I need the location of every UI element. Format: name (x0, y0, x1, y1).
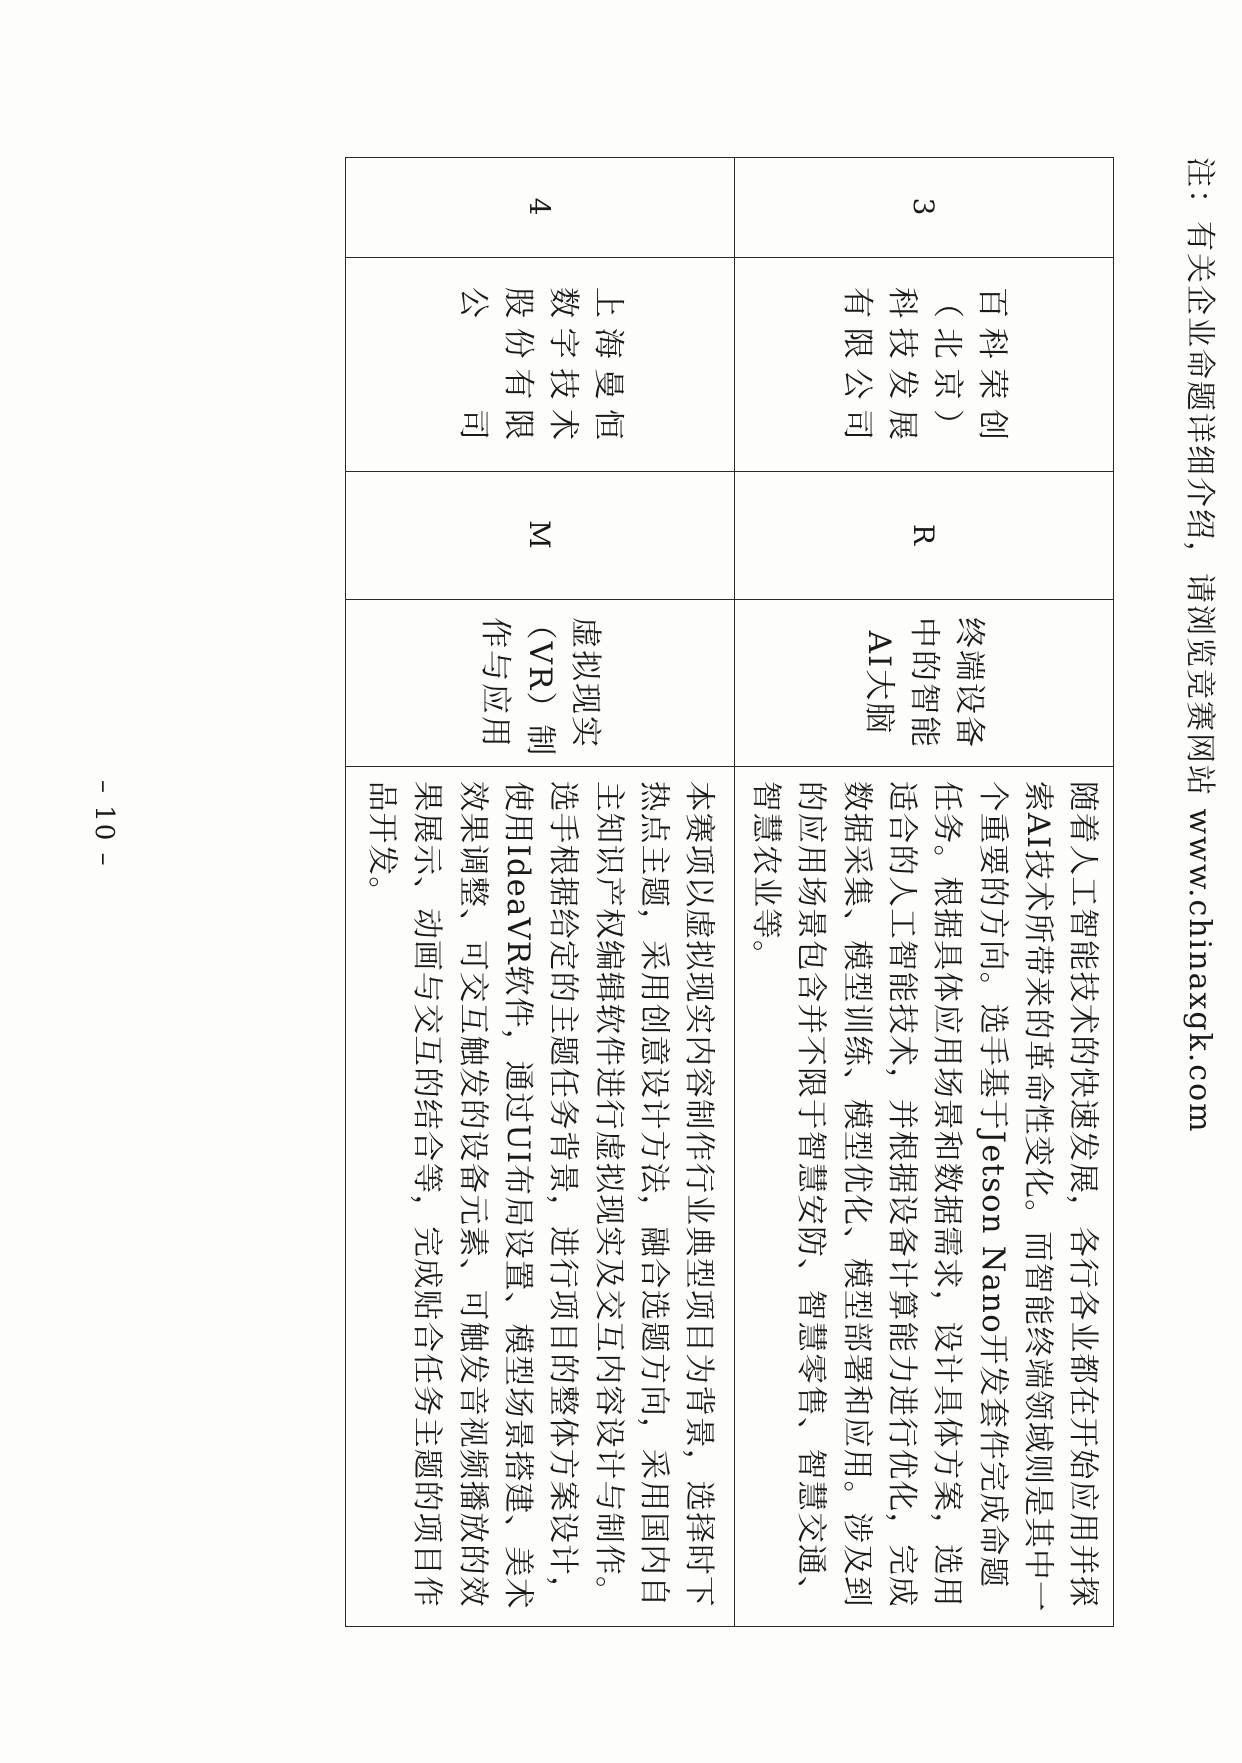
company-cell (346, 258, 735, 472)
row-number: 4 (346, 158, 735, 258)
competition-table (345, 157, 1114, 1627)
company-cell (735, 258, 1114, 472)
company-name: 百科荣创（北京）科技发展有限公司 (839, 287, 1010, 442)
row-number: 3 (735, 158, 1114, 258)
track-title: 终端设备中的智能AI大脑 (861, 617, 988, 749)
company-name: 上海曼恒数字技术股份有限公司 (455, 287, 626, 442)
track-description: 本赛项以虚拟现实内容制作行业典型项目为背景，选择时下热点主题，采用创意设计方法，融合选题方向，采用国内自主知识产权编辑软件进行虚拟现实及交互内容设计与制作。选手根据给定的主题任务背景，进行项目的整体方案设计，使用IdeaVR软件，通过UI布局设置、模型场景搭建、美术效果调整、可交互触发的设备元素、可触发音视频播放的效果展示、动画与交互的结合等，完成贴合任务主题的项目作品开发。 (346, 767, 735, 1627)
table-row (346, 158, 735, 1627)
track-title: 虚拟现实（VR）制作与应用 (477, 608, 604, 758)
track-code: R (735, 472, 1114, 600)
track-description: 随着人工智能技术的快速发展，各行各业都在开始应用并探索AI技术所带来的革命性变化。而智能终端领域则是其中一个重要的方向。选手基于Jetson Nano开发套件完成命题任务。根据具体应用场景和数据需求，设计具体方案，选用适合的人工智能技术，并根据设备计算能力进行优化，完成数据采集、模型训练、模型优化、模型部署和应用。涉及到的应用场景包含并不限于智慧安防、智慧零售、智慧交通、智慧农业等。 (735, 767, 1114, 1627)
page-number: – 10 – (89, 780, 119, 868)
title-cell (735, 600, 1114, 767)
footnote: 注：有关企业命题详细介绍，请浏览竞赛网站 www.chinaxgk.com (1182, 157, 1217, 1134)
track-code: M (346, 472, 735, 600)
table-row (735, 158, 1114, 1627)
title-cell (346, 600, 735, 767)
